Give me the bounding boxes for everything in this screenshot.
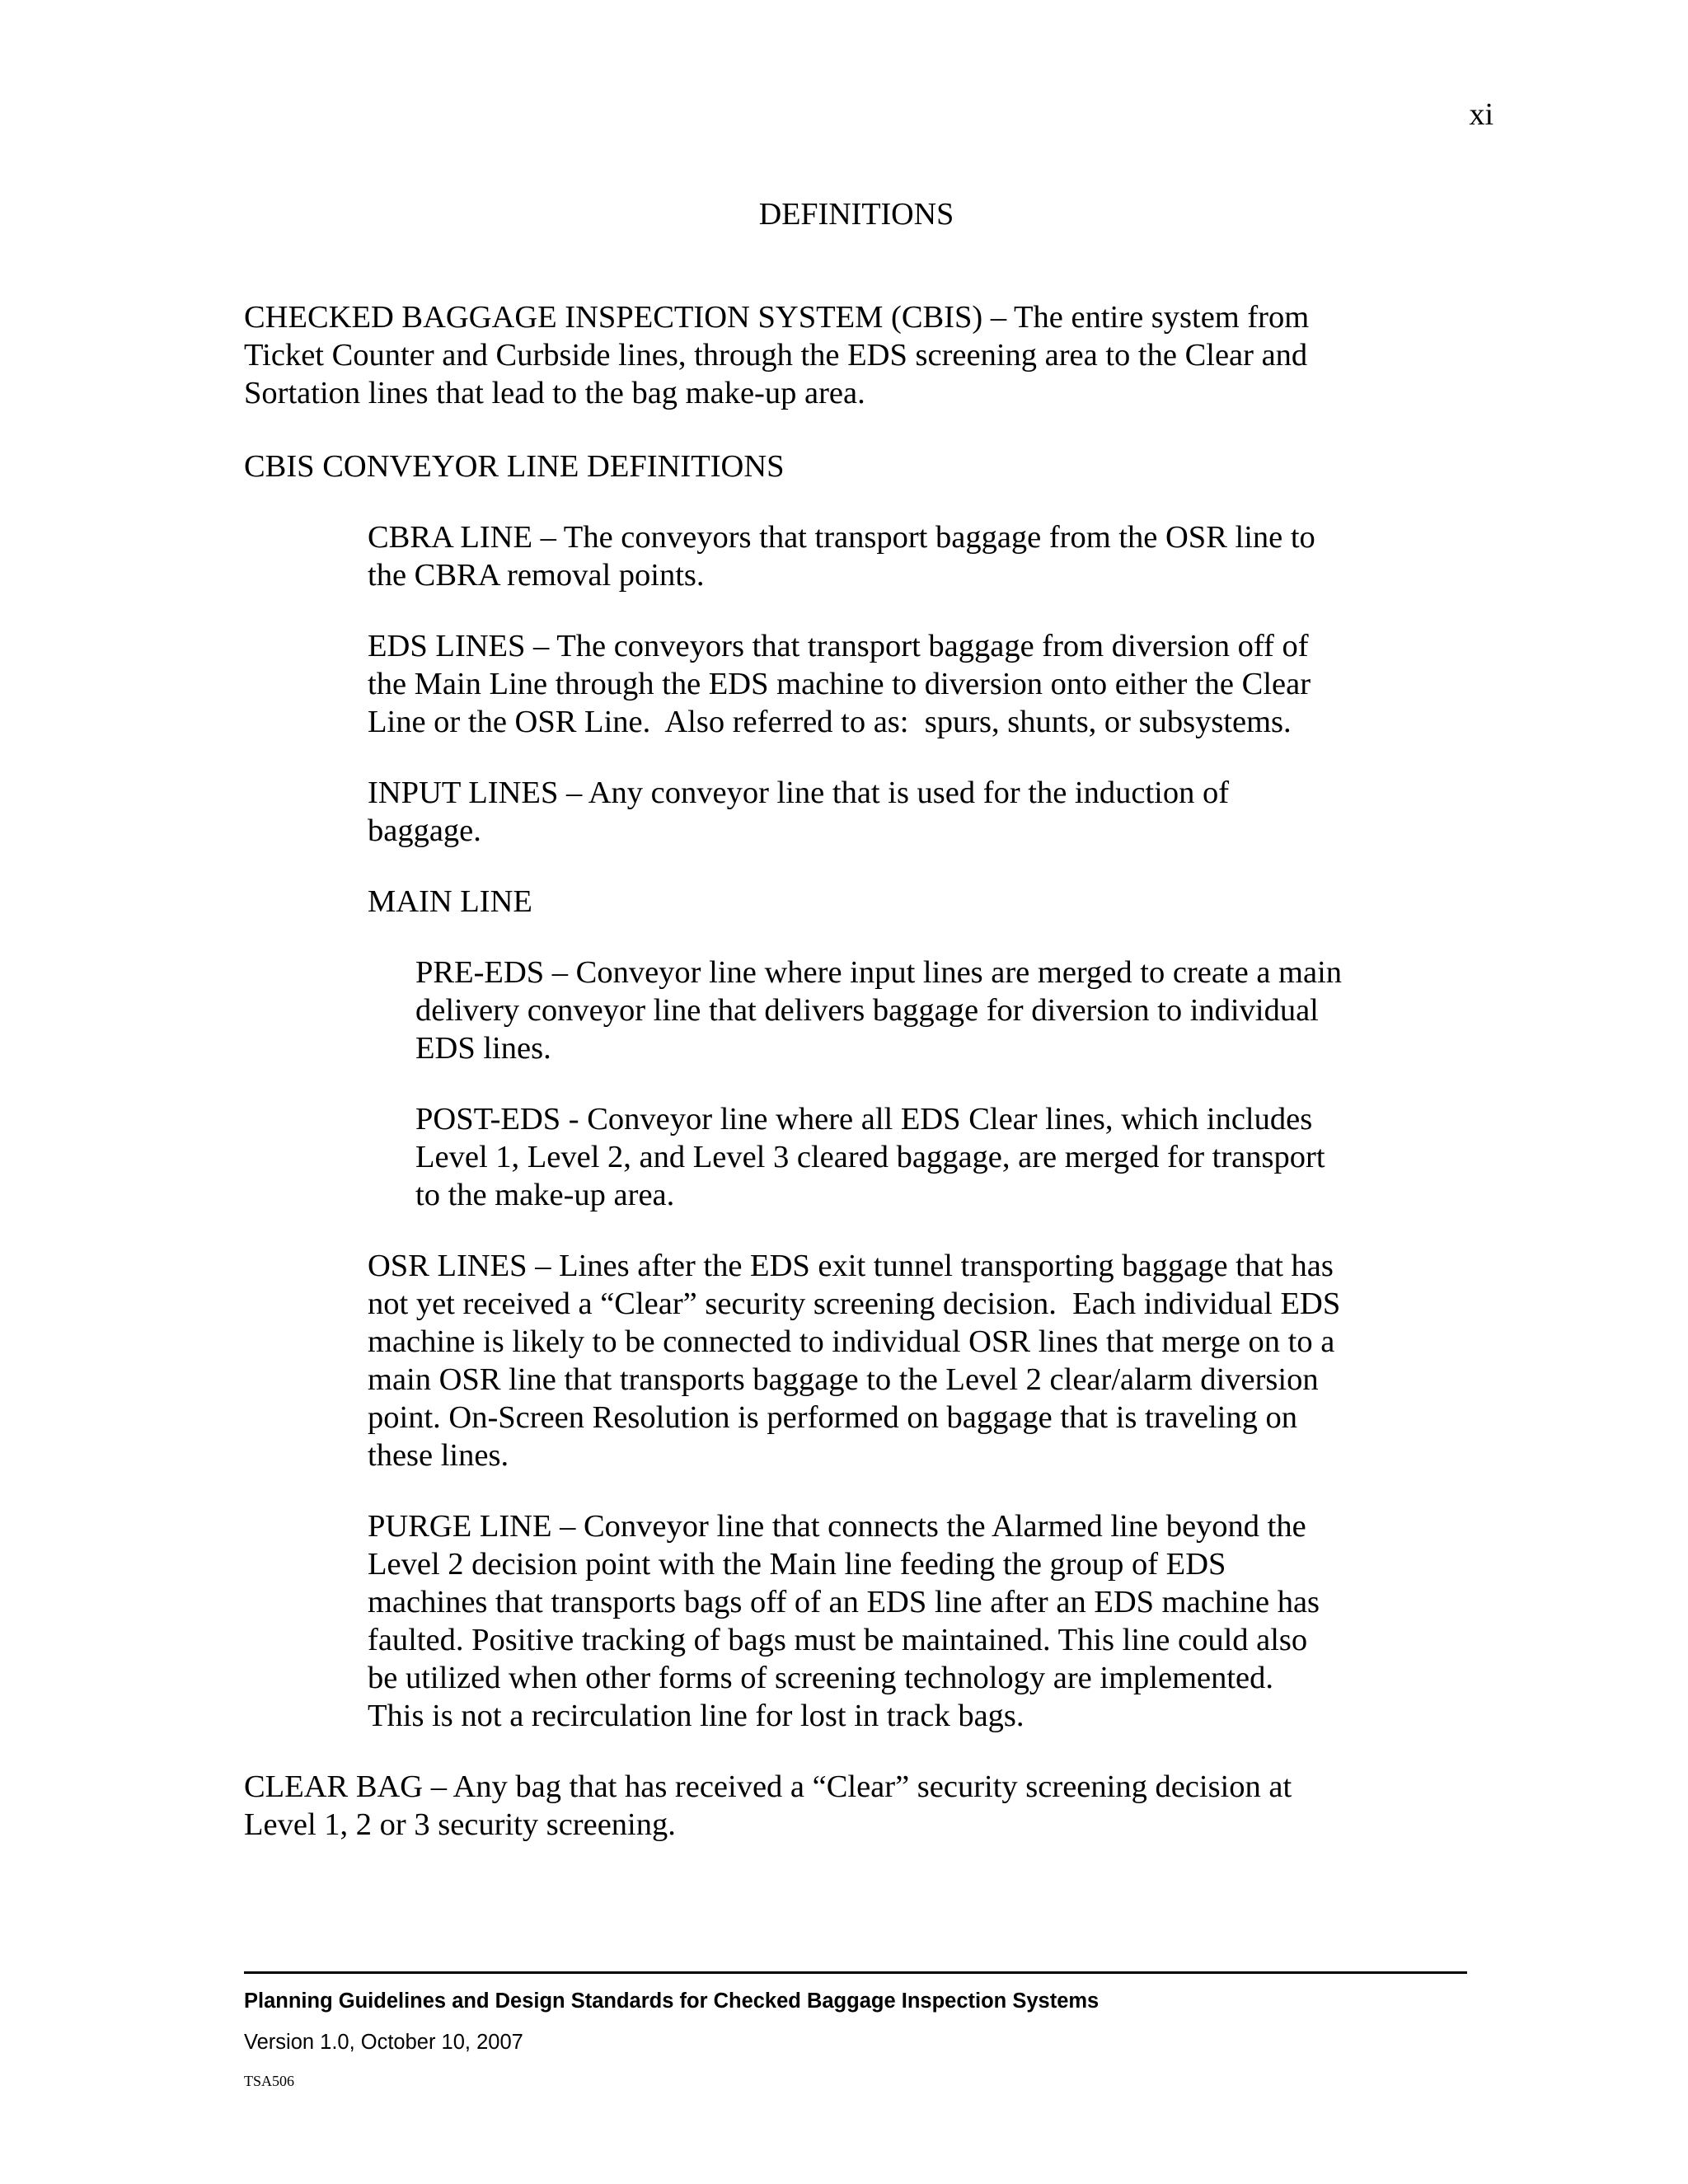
definition-line: Ticket Counter and Curbside lines, through the EDS screening area to the Clear and bbox=[244, 338, 1308, 373]
definition-eds-lines bbox=[368, 627, 1480, 741]
definition-line: PRE-EDS – Conveyor line where input lines are merged to create a main bbox=[415, 955, 1343, 990]
definition-line: the CBRA removal points. bbox=[368, 558, 705, 593]
definition-line: INPUT LINES – Any conveyor line that is used for the induction of bbox=[368, 776, 1230, 810]
definition-line: Level 2 decision point with the Main line feeding the group of EDS bbox=[368, 1547, 1226, 1582]
definition-line: OSR LINES – Lines after the EDS exit tunnel transporting baggage that has bbox=[368, 1249, 1334, 1283]
definition-osr-lines bbox=[368, 1247, 1480, 1474]
definition-line: machine is likely to be connected to individual OSR lines that merge on to a bbox=[368, 1324, 1335, 1359]
definition-line: POST-EDS - Conveyor line where all EDS Clear lines, which includes bbox=[415, 1102, 1313, 1137]
section-heading-conveyor-lines bbox=[244, 448, 1480, 485]
definition-line: these lines. bbox=[368, 1438, 509, 1473]
definition-line: CBRA LINE – The conveyors that transport baggage from the OSR line to bbox=[368, 520, 1315, 555]
definition-pre-eds bbox=[415, 954, 1480, 1067]
definition-line: machines that transports bags off of an EDS line after an EDS machine has bbox=[368, 1585, 1320, 1619]
definition-main-line bbox=[368, 883, 1480, 921]
definition-line: delivery conveyor line that delivers baggage for diversion to individual bbox=[415, 993, 1319, 1028]
footer-document-title: Planning Guidelines and Design Standards for Checked Baggage Inspection Systems bbox=[244, 1990, 1100, 2013]
definition-line: point. On-Screen Resolution is performed on baggage that is traveling on bbox=[368, 1400, 1298, 1435]
definition-line: CLEAR BAG – Any bag that has received a “Clear” security screening decision at bbox=[244, 1769, 1292, 1804]
definition-line: EDS lines. bbox=[415, 1031, 551, 1066]
definition-line: baggage. bbox=[368, 813, 481, 848]
definition-line: Line or the OSR Line. Also referred to as: spurs, shunts, or subsystems. bbox=[368, 705, 1292, 739]
definition-line: be utilized when other forms of screening technology are implemented. bbox=[368, 1661, 1274, 1695]
definition-post-eds bbox=[415, 1100, 1480, 1214]
definition-line: This is not a recirculation line for lost in track bags. bbox=[368, 1699, 1025, 1733]
definition-line: MAIN LINE bbox=[368, 884, 532, 919]
definition-line: Level 1, 2 or 3 security screening. bbox=[244, 1807, 676, 1842]
definition-line: to the make-up area. bbox=[415, 1178, 675, 1212]
definition-line: CHECKED BAGGAGE INSPECTION SYSTEM (CBIS) – The entire system from bbox=[244, 300, 1310, 335]
definition-line: Sortation lines that lead to the bag make-up area. bbox=[244, 376, 865, 410]
definition-purge-line bbox=[368, 1507, 1480, 1735]
definition-line: EDS LINES – The conveyors that transport baggage from diversion off of bbox=[368, 629, 1309, 663]
definition-cbra-line bbox=[368, 518, 1480, 594]
footer-document-id: TSA506 bbox=[244, 2073, 295, 2089]
definition-clear-bag bbox=[244, 1768, 1480, 1844]
definition-line: faulted. Positive tracking of bags must be maintained. This line could also bbox=[368, 1623, 1308, 1657]
definition-line: Level 1, Level 2, and Level 3 cleared baggage, are merged for transport bbox=[415, 1140, 1325, 1174]
footer-version: Version 1.0, October 10, 2007 bbox=[244, 2031, 523, 2054]
page-title: DEFINITIONS bbox=[758, 197, 954, 232]
definition-line: CBIS CONVEYOR LINE DEFINITIONS bbox=[244, 449, 785, 484]
definition-line: PURGE LINE – Conveyor line that connects the Alarmed line beyond the bbox=[368, 1509, 1306, 1544]
definition-line: the Main Line through the EDS machine to diversion onto either the Clear bbox=[368, 667, 1311, 701]
page-number: xi bbox=[1469, 97, 1493, 132]
definition-line: not yet received a “Clear” security screening decision. Each individual EDS bbox=[368, 1286, 1341, 1321]
footer-divider bbox=[244, 1971, 1467, 1974]
definition-line: main OSR line that transports baggage to the Level 2 clear/alarm diversion bbox=[368, 1362, 1319, 1397]
definition-input-lines bbox=[368, 774, 1480, 850]
definition-cbis bbox=[244, 298, 1480, 412]
